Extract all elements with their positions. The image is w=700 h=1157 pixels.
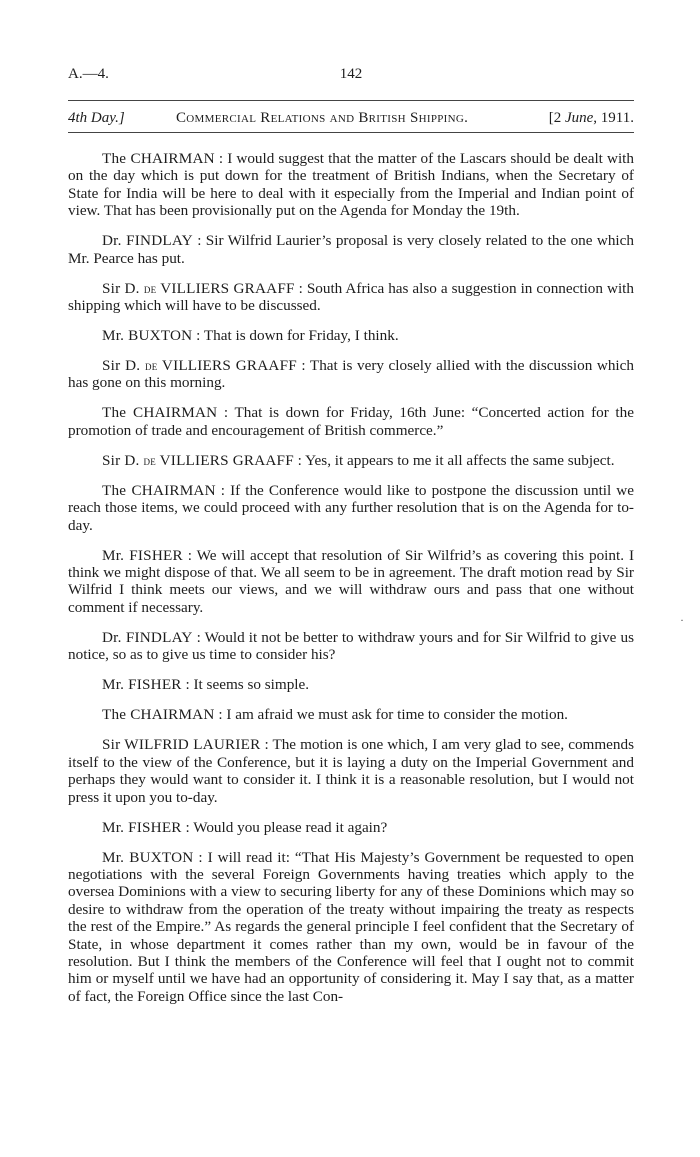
speech-text: The motion is one which, I am very glad to see, commends itself to the view of the Conference, but it is laying a duty on the Imperial Government and perhaps they would want to consider it. I think it is a reasonable resolution, but I would not press it upon you to-day. bbox=[68, 736, 635, 806]
speaker-particle: de bbox=[145, 358, 158, 374]
running-header-day: 4th Day.] bbox=[68, 110, 125, 126]
paragraph: The CHAIRMAN : That is down for Friday, 16th June: “Concerted action for the promotion of trade and encouragement of British commerce.” bbox=[68, 404, 634, 439]
header-rule-bottom bbox=[68, 132, 634, 133]
page-reference: A.—4. bbox=[68, 66, 109, 82]
margin-speck: · bbox=[680, 613, 684, 627]
speaker-name: Mr. BUXTON bbox=[102, 327, 193, 345]
speaker-name: Mr. BUXTON bbox=[102, 848, 194, 866]
speech-text: That is very closely allied with the discussion which has gone on this morning. bbox=[68, 357, 634, 392]
speaker-name: Mr. FISHER bbox=[102, 546, 183, 564]
speaker-surname: VILLIERS GRAAFF bbox=[159, 451, 294, 469]
running-header-date bbox=[549, 110, 634, 127]
paragraph: Dr. FINDLAY : Sir Wilfrid Laurier’s proposal is very closely related to the one which Mr. Pearce has put. bbox=[68, 232, 634, 267]
speech-text: Would you please read it again? bbox=[193, 818, 388, 836]
speech-text: That is down for Friday, I think. bbox=[203, 327, 399, 345]
paragraph: Mr. FISHER : We will accept that resolution of Sir Wilfrid’s as covering this point. I think we might dispose of that. We all seem to be in agreement. The draft motion read by Sir Wilfrid I think meets our views, and we will withdraw ours and pass that one without comment if necessary. bbox=[68, 546, 635, 616]
speech-text: We will accept that resolution of Sir Wilfrid’s as covering this point. I think we might dispose of that. We all seem to be in agreement. The draft motion read by Sir Wilfrid I think meets our views, and we will withdraw ours and pass that one without comment if necessary. bbox=[68, 546, 635, 616]
speech-text: Sir Wilfrid Laurier’s proposal is very closely related to the one which Mr. Pearce has put. bbox=[68, 232, 634, 267]
speech-text: I will read it: “That His Majesty’s Government be requested to open negotiations with the several Foreign Governments having treaties which apply to the oversea Dominions with a view to securing liberty for any of these Dominions which may so desire to withdraw from the operation of the treaty without impairing the treaty as respects the rest of the Empire.” As regards the general principle I feel confident that the Secretary of State, in whose department it comes rather than my own, would be in favour of the resolution. But I think the members of the Conference will feel that I ought not to commit him or myself until we have had an opportunity of considering it. May I say that, as a matter of fact, the Foreign Office since the last Con- bbox=[68, 848, 635, 1005]
speech-text: I would suggest that the matter of the Lascars should be dealt with on the day which is put down for the treatment of British Indians, when the Secretary of State for India will be here to deal with it especially from the Imperial and Indian point of view. That has been provisionally put on the Agenda for Monday the 19th. bbox=[68, 150, 634, 220]
speaker-particle: de bbox=[143, 452, 156, 468]
speaker-name: Sir WILFRID LAURIER bbox=[102, 736, 261, 754]
speech-text: That is down for Friday, 16th June: “Concerted action for the promotion of trade and encouragement of British commerce.” bbox=[68, 404, 634, 439]
paragraph: The CHAIRMAN : I am afraid we must ask for time to consider the motion. bbox=[102, 706, 568, 724]
speech-text: I am afraid we must ask for time to consider the motion. bbox=[226, 706, 568, 724]
header-rule-top bbox=[68, 100, 634, 101]
paragraph: Mr. FISHER : Would you please read it again? bbox=[102, 818, 388, 836]
speaker-name bbox=[102, 452, 294, 469]
date-prefix: [2 bbox=[548, 110, 565, 126]
date-month: June bbox=[564, 110, 594, 126]
paragraph: Sir D. de VILLIERS GRAAFF : That is very closely allied with the discussion which has gone on this morning. bbox=[68, 357, 634, 392]
paragraph: Sir D. de VILLIERS GRAAFF : Yes, it appears to me it all affects the same subject. bbox=[102, 451, 615, 469]
speaker-surname: VILLIERS GRAAFF bbox=[160, 279, 295, 297]
paragraph: Mr. FISHER : It seems so simple. bbox=[102, 676, 310, 694]
paragraph: Sir WILFRID LAURIER : The motion is one which, I am very glad to see, commends itself to the view of the Conference, but it is laying a duty on the Imperial Government and perhaps they would want to consider it. I think it is a reasonable resolution, but I would not press it upon you to-day. bbox=[68, 736, 635, 806]
paragraph: Mr. BUXTON : That is down for Friday, I think. bbox=[102, 327, 399, 345]
date-suffix: , 1911. bbox=[593, 110, 634, 126]
speaker-title: Sir D. bbox=[102, 357, 141, 375]
paragraph: The CHAIRMAN : I would suggest that the matter of the Lascars should be dealt with on the day which is put down for the treatment of British Indians, when the Secretary of State for India will be here to deal with it especially from the Imperial and Indian point of view. That has been provisionally put on the Agenda for Monday the 19th. bbox=[68, 150, 634, 220]
speaker-name: The CHAIRMAN bbox=[102, 481, 216, 499]
speech-text: South Africa has also a suggestion in connection with shipping which will have to be discussed. bbox=[68, 279, 634, 315]
speech-text: If the Conference would like to postpone the discussion until we reach those items, we could proceed with any further resolution that is on the Agenda for to-day. bbox=[68, 481, 634, 534]
speaker-name: The CHAIRMAN bbox=[102, 706, 215, 724]
speech-text: Would it not be better to withdraw yours and for Sir Wilfrid to give us notice, so as to give us time to consider his? bbox=[68, 628, 634, 664]
paragraph: Mr. BUXTON : I will read it: “That His Majesty’s Government be requested to open negotiations with the several Foreign Governments having treaties which apply to the oversea Dominions with a view to securing liberty for any of these Dominions which may so desire to withdraw from the operation of the treaty without impairing the treaty as respects the rest of the Empire.” As regards the general principle I feel confident that the Secretary of State, in whose department it comes rather than my own, would be in favour of the resolution. But I think the members of the Conference will feel that I ought not to commit him or myself until we have had an opportunity of considering it. May I say that, as a matter of fact, the Foreign Office since the last Con- bbox=[68, 848, 635, 1005]
speaker-surname: VILLIERS GRAAFF bbox=[161, 357, 297, 375]
proceedings-text bbox=[68, 150, 634, 1018]
speaker-name bbox=[102, 357, 297, 374]
speaker-particle: de bbox=[143, 280, 157, 296]
page-number: 142 bbox=[339, 66, 363, 82]
speaker-name: Dr. FINDLAY bbox=[102, 628, 193, 646]
paragraph: The CHAIRMAN : If the Conference would like to postpone the discussion until we reach those items, we could proceed with any further resolution that is on the Agenda for to-day. bbox=[68, 481, 634, 534]
speaker-name: The CHAIRMAN bbox=[102, 150, 215, 167]
speaker-name bbox=[102, 280, 295, 297]
speaker-title: Sir D. bbox=[102, 279, 140, 297]
page-top-row bbox=[68, 66, 634, 86]
speech-text: Yes, it appears to me it all affects the same subject. bbox=[305, 451, 615, 469]
paragraph: Dr. FINDLAY : Would it not be better to withdraw yours and for Sir Wilfrid to give us notice, so as to give us time to consider his? bbox=[68, 628, 634, 664]
paragraph: Sir D. de VILLIERS GRAAFF : South Africa has also a suggestion in connection with shipping which will have to be discussed. bbox=[68, 279, 634, 315]
speaker-name: The CHAIRMAN bbox=[102, 404, 218, 422]
speaker-name: Dr. FINDLAY bbox=[102, 232, 193, 250]
running-header-title: Commercial Relations and British Shipping. bbox=[176, 110, 469, 126]
speaker-name: Mr. FISHER bbox=[102, 818, 182, 836]
speech-text: It seems so simple. bbox=[193, 676, 310, 694]
speaker-title: Sir D. bbox=[102, 451, 140, 469]
speaker-name: Mr. FISHER bbox=[102, 676, 182, 694]
